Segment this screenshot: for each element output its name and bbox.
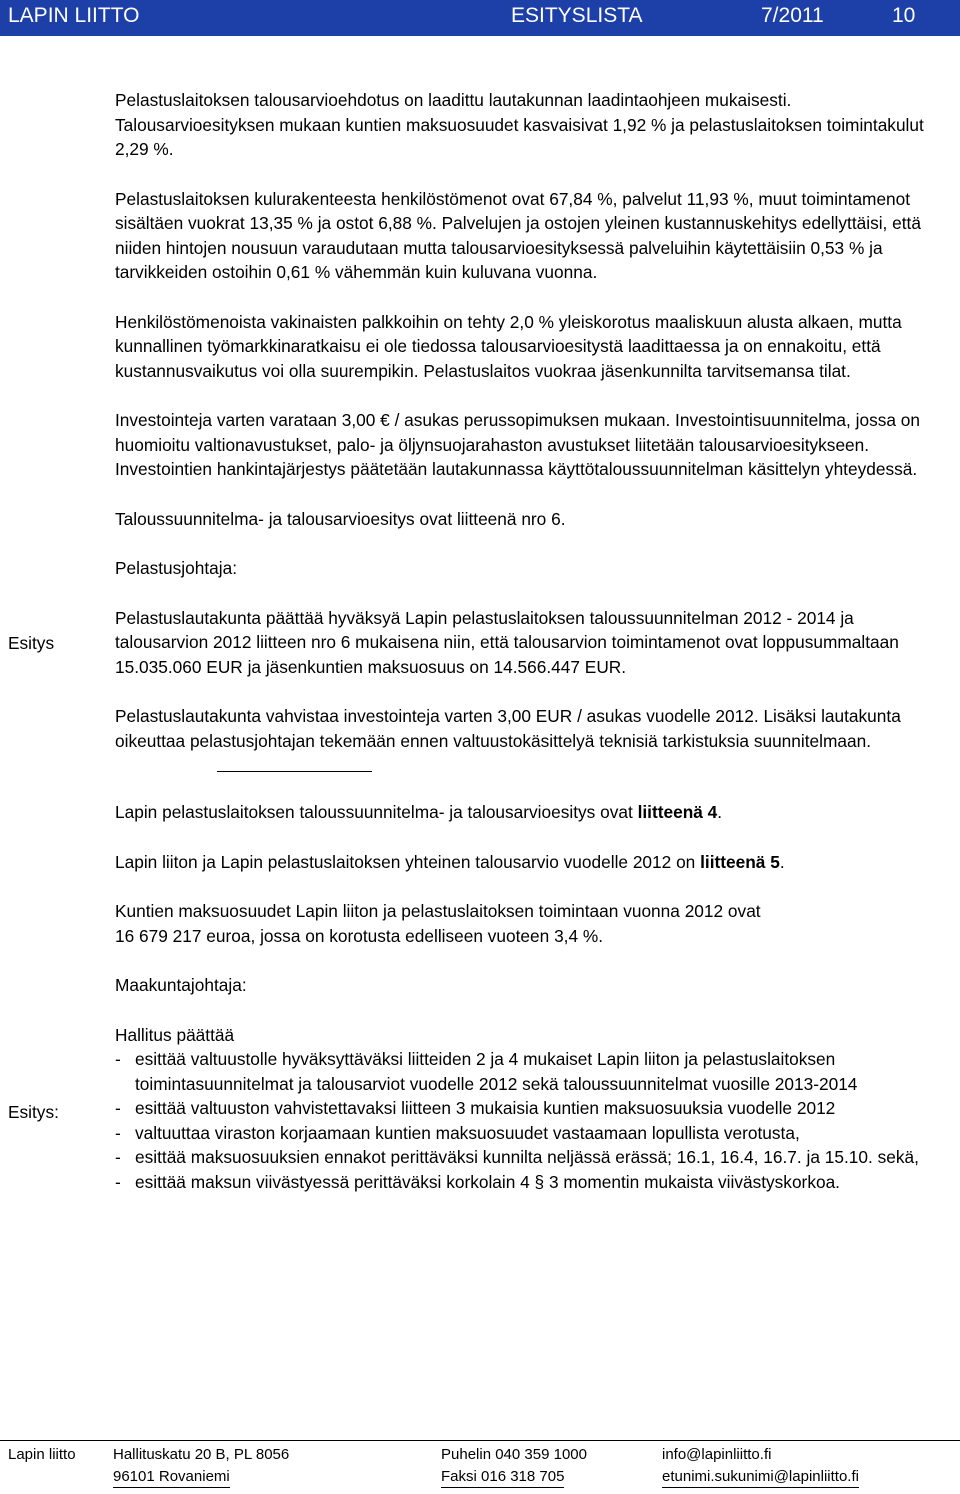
esitys-speaker-pelastusjohtaja: Pelastusjohtaja: (115, 558, 238, 578)
paragraph-attachment-5: Lapin liiton ja Lapin pelastuslaitoksen yhteinen talousarvio vuodelle 2012 on liitteenä 5. (115, 851, 785, 872)
footer-email-personal[interactable]: etunimi.sukunimi@lapinliitto.fi (662, 1466, 859, 1488)
footer-fax: Faksi 016 318 705 (441, 1466, 564, 1488)
header-page-number: 10 (892, 4, 916, 27)
page-header (0, 0, 960, 36)
esitys-label-2: Esitys: (8, 1102, 59, 1122)
esitys-speaker-maakuntajohtaja: Maakuntajohtaja: (115, 975, 247, 995)
footer-address: Hallituskatu 20 B, PL 8056 (113, 1446, 290, 1463)
list-item: - esittää maksun viivästyessä perittäväksi korkolain 4 § 3 momentin mukaista viivästyskorkoa. (115, 1170, 945, 1195)
paragraph-cost-structure: Pelastuslaitoksen kulurakenteesta henkilöstömenot ovat 67,84 %, palvelut 11,93 %, muut toimintamenot sisältäen vuokrat 13,35 % ja ostot 6,88 %. Palvelujen ja ostojen yleinen kustannuskehitys edellyttäisi, että niiden hintojen nousuun varaudutaan mutta talousarvioesityksessä palveluihin käytettäisiin 0,53 % ja tarvikkeiden ostoihin 0,61 % vähemmän kuin kuluvana vuonna. (115, 188, 921, 282)
footer-organization: Lapin liitto (8, 1446, 76, 1463)
document-body (115, 88, 945, 1194)
list-item: - valtuuttaa viraston korjaamaan kuntien maksuosuudet vastaamaan lopullista verotusta, (115, 1121, 945, 1146)
header-document-number: 7/2011 (761, 4, 824, 27)
paragraph-personnel-costs: Henkilöstömenoista vakinaisten palkkoihin on tehty 2,0 % yleiskorotus maaliskuun alusta alkaen, mutta kunnallinen työmarkkinaratkaisu ei ole tiedossa talousarvioesitystä laadittaessa ja on ennakoitu, että kustannusvaikutus voi olla suurempikin. Pelastuslaitos vuokraa jäsenkunnilta tarvitsemansa tilat. (115, 311, 902, 381)
decision-list (115, 1047, 945, 1194)
paragraph-proposal-investments: Pelastuslautakunta vahvistaa investointeja varten 3,00 EUR / asukas vuodelle 2012. Lisäksi lautakunta oikeuttaa pelastusjohtajan tekemään ennen valtuustokäsittelyä teknisiä tarkistuksia suunnitelmaan. (115, 706, 901, 751)
footer-phone: Puhelin 040 359 1000 (441, 1446, 587, 1463)
list-item: - esittää valtuustolle hyväksyttäväksi liitteiden 2 ja 4 mukaiset Lapin liiton ja pelastuslaitoksen toimintasuunnitelmat ja talousarviot vuodelle 2012 sekä taloussuunnitelmat vuosille 2013-2014 (115, 1047, 945, 1096)
esitys-label: Esitys (8, 633, 55, 653)
paragraph-investments: Investointeja varten varataan 3,00 € / asukas perussopimuksen mukaan. Investointisuunnitelma, jossa on huomioitu valtionavustukset, palo- ja öljynsuojarahaston avustukset liitetään talousarvioesitykseen. Investointien hankintajärjestys päätetään lautakunnassa käyttötaloussuunnitelman käsittelyn yhteydessä. (115, 410, 921, 479)
attachment-4-link-text: liitteenä 4 (637, 802, 718, 822)
attachment-5-link-text: liitteenä 5 (700, 851, 780, 872)
footer-postal-address: 96101 Rovaniemi (113, 1466, 230, 1488)
hallitus-decision: Hallitus päättää (115, 1024, 235, 1045)
list-item: - esittää valtuuston vahvistettavaksi liitteen 3 mukaisia kuntien maksuosuuksia vuodelle 2012 (115, 1096, 945, 1121)
paragraph-budget-proposal: Pelastuslaitoksen talousarvioehdotus on laadittu lautakunnan laadintaohjeen mukaisesti. Talousarvioesityksen mukaan kuntien maksuosuudet kasvaisivat 1,92 % ja pelastuslaitoksen toimintakulut 2,29 %. (115, 90, 924, 159)
paragraph-proposal-approval: Pelastuslautakunta päättää hyväksyä Lapin pelastuslaitoksen taloussuunnitelman 2012 - 2014 ja talousarvion 2012 liitteen nro 6 mukaisena niin, että talousarvion toimintamenot ovat loppusummaltaan 15.035.060 EUR ja jäsenkuntien maksuosuus on 14.566.447 EUR. (115, 607, 899, 677)
footer-email-info[interactable]: info@lapinliitto.fi (662, 1446, 772, 1463)
paragraph-municipal-contributions: Kuntien maksuosuudet Lapin liiton ja pelastuslaitoksen toimintaan vuonna 2012 ovat 16 679 217 euroa, jossa on korotusta edelliseen vuoteen 3,4 %. (115, 901, 761, 946)
paragraph-attachment-4: Lapin pelastuslaitoksen taloussuunnitelma- ja talousarvioesitys ovat liitteenä 4. (115, 802, 723, 822)
header-document-type: ESITYSLISTA (511, 4, 643, 27)
footer-rule (0, 1440, 960, 1441)
divider-line (217, 771, 372, 772)
header-organization: LAPIN LIITTO (8, 4, 140, 27)
paragraph-attachment-note: Taloussuunnitelma- ja talousarvioesitys ovat liitteenä nro 6. (115, 508, 566, 529)
list-item: - esittää maksuosuuksien ennakot perittäväksi kunnilta neljässä erässä; 16.1, 16.4, 16.7. ja 15.10. sekä, (115, 1145, 945, 1170)
